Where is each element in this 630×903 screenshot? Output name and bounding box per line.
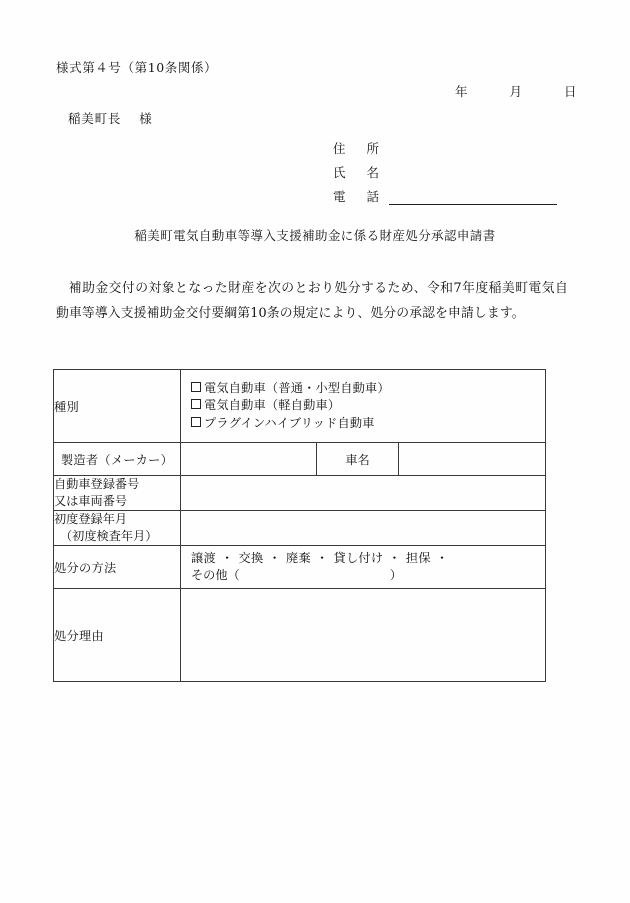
- applicant-address-row: [333, 133, 557, 157]
- first-registration-label-line2: （初度検査年月）: [60, 529, 158, 543]
- checkbox-icon[interactable]: [191, 382, 201, 392]
- addressee-honorific: 様: [139, 111, 153, 126]
- registration-value-cell[interactable]: [181, 476, 546, 511]
- table-row-type: [54, 370, 546, 443]
- table-row-registration: [54, 476, 546, 511]
- checkbox-label-ev-kei: 電気自動車（軽自動車）: [204, 398, 341, 413]
- registration-label-cell: [54, 476, 181, 511]
- method-label-cell: 処分の方法: [54, 546, 181, 589]
- date-day-label: 日: [563, 84, 577, 99]
- date-line: [455, 82, 576, 100]
- type-label-cell: 種別: [54, 370, 181, 443]
- form-number: 様式第４号（第10条関係）: [56, 60, 218, 75]
- method-option-disposal[interactable]: 廃棄: [285, 551, 311, 565]
- method-option-lending[interactable]: 貸し付け: [333, 551, 384, 565]
- applicant-address-field[interactable]: [389, 140, 557, 157]
- method-separator: ・: [220, 551, 234, 565]
- registration-label-line1: 自動車登録番号: [54, 477, 140, 491]
- applicant-block: [333, 133, 557, 205]
- applicant-name-label-char2: 名: [366, 165, 379, 180]
- applicant-name-field[interactable]: [389, 164, 557, 181]
- table-row-maker: [54, 443, 546, 476]
- method-other-line: [191, 567, 545, 584]
- vehicle-name-value-cell[interactable]: [399, 443, 546, 476]
- table-row-first-registration: [54, 511, 546, 546]
- applicant-name-row: [333, 157, 557, 181]
- applicant-phone-label: [333, 187, 379, 205]
- method-option-collateral[interactable]: 担保: [405, 551, 431, 565]
- date-month-label: 月: [509, 84, 522, 99]
- page-title: 稲美町電気自動車等導入支援補助金に係る財産処分承認申請書: [134, 228, 496, 243]
- method-option-transfer[interactable]: 譲渡: [191, 551, 216, 565]
- checkbox-icon[interactable]: [191, 399, 201, 409]
- body-paragraph: 補助金交付の対象となった財産を次のとおり処分するため、令和7年度稲美町電気自動車等導入支援補助金交付要綱第10条の規定により、処分の承認を申請します。: [56, 281, 568, 321]
- applicant-phone-label-char1: 電: [333, 189, 346, 204]
- vehicle-name-label-cell: 車名: [317, 443, 399, 476]
- table-row-method: [54, 546, 546, 589]
- addressee-name: 稲美町長: [68, 111, 122, 126]
- checkbox-option-ev-standard[interactable]: [191, 380, 545, 398]
- first-registration-label-line1: 初度登録年月: [54, 512, 128, 526]
- method-other-label: その他（: [191, 568, 240, 582]
- method-separator: ・: [388, 551, 401, 565]
- checkbox-option-ev-kei[interactable]: [191, 397, 545, 415]
- checkbox-option-phev[interactable]: [191, 415, 545, 433]
- checkbox-icon[interactable]: [191, 417, 201, 427]
- method-other-close-paren: ）: [389, 568, 402, 582]
- date-year-label: 年: [455, 84, 468, 99]
- applicant-address-label-char1: 住: [333, 141, 346, 156]
- addressee: [68, 109, 153, 127]
- maker-label-cell: 製造者（メーカー）: [54, 443, 181, 476]
- method-options-line[interactable]: [191, 550, 545, 567]
- maker-value-cell[interactable]: [181, 443, 317, 476]
- applicant-address-label-char2: 所: [366, 141, 379, 156]
- type-options-cell: [181, 370, 546, 443]
- registration-label-line2: 又は車両番号: [54, 494, 128, 508]
- first-registration-label-cell: [54, 511, 181, 546]
- method-separator: ・: [315, 551, 329, 565]
- applicant-name-label-char1: 氏: [333, 165, 346, 180]
- method-option-exchange[interactable]: 交換: [238, 551, 264, 565]
- reason-value-cell[interactable]: [181, 589, 546, 682]
- reason-label-cell: 処分理由: [54, 589, 181, 682]
- applicant-phone-label-char2: 話: [366, 189, 379, 204]
- first-registration-value-cell[interactable]: [181, 511, 546, 546]
- checkbox-label-ev-standard: 電気自動車（普通・小型自動車）: [204, 380, 390, 395]
- applicant-name-label: [333, 163, 379, 181]
- method-options-cell: [181, 546, 546, 589]
- checkbox-label-phev: プラグインハイブリッド自動車: [204, 415, 375, 430]
- applicant-address-label: [333, 139, 379, 157]
- application-table: [53, 369, 546, 682]
- table-row-reason: [54, 589, 546, 682]
- method-separator: ・: [268, 551, 281, 565]
- method-separator: ・: [435, 551, 449, 565]
- applicant-phone-field[interactable]: [389, 187, 557, 205]
- applicant-phone-row: [333, 181, 557, 205]
